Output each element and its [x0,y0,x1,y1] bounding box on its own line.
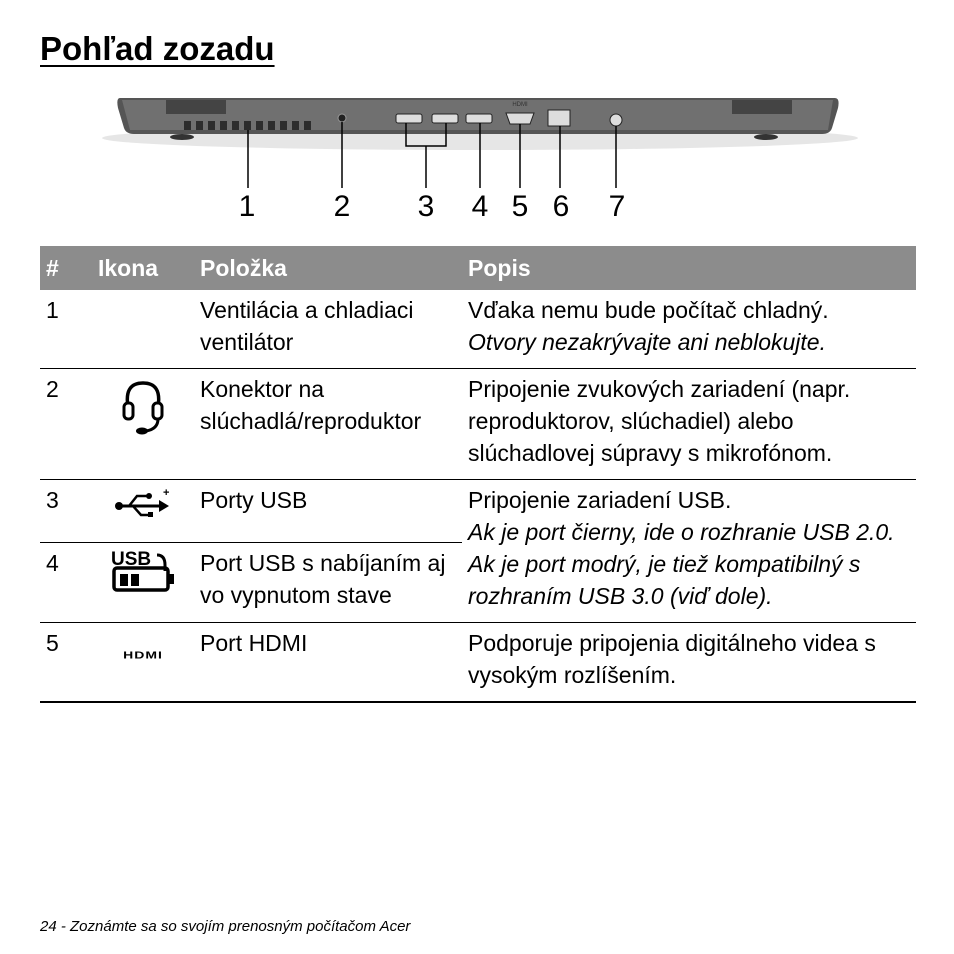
table-row [40,369,916,480]
callout-5: 5 [511,190,529,223]
row-desc [462,480,916,623]
usb-charge-icon [107,549,179,600]
headset-icon [118,414,168,440]
row-num: 5 [40,623,92,703]
row-icon-empty [92,290,194,369]
page-footer: 24 - Zoznámte sa so svojím prenosným počítačom Acer [40,918,411,935]
row-desc-text: Pripojenie zariadení USB. [468,487,732,513]
usb-icon [113,487,173,529]
hdmi-port-glyph: HDMI [512,102,528,108]
row-num: 4 [40,543,92,623]
row-num: 1 [40,290,92,369]
row-num: 3 [40,480,92,543]
row-desc-note: Ak je port čierny, ide o rozhranie USB 2.0. Ak je port modrý, je tiež kompatibilný s rozhraním USB 3.0 (viď dole). [468,519,895,609]
row-desc-text: Vďaka nemu bude počítač chladný. [468,297,829,323]
table-row [40,623,916,703]
callout-3: 3 [417,190,435,223]
page-title: Pohľad zozadu [40,30,275,67]
header-item: Položka [194,246,462,290]
table-header-row [40,246,916,290]
hdmi-icon [111,648,175,674]
row-item: Ventilácia a chladiaci ventilátor [194,290,462,369]
svg-text:+: + [163,487,170,499]
row-desc: Podporuje pripojenia digitálneho videa s vysokým rozlíšením. [462,623,916,703]
callout-2: 2 [333,190,351,223]
header-desc: Popis [462,246,916,290]
ports-table [40,246,916,703]
row-desc [462,290,916,369]
row-desc: Pripojenie zvukových zariadení (napr. reproduktorov, slúchadiel) alebo slúchadlovej súpravy s mikrofónom. [462,369,916,480]
header-num: # [40,246,92,290]
usb-charge-icon-label: USB [111,549,152,571]
callout-4: 4 [471,190,489,223]
header-icon: Ikona [92,246,194,290]
row-item: Konektor na slúchadlá/reproduktor [194,369,462,480]
table-row [40,290,916,369]
row-num: 2 [40,369,92,480]
callout-6: 6 [552,190,570,223]
row-item: Port USB s nabíjaním aj vo vypnutom stave [194,543,462,623]
callout-1: 1 [238,190,256,223]
row-item: Porty USB [194,480,462,543]
row-desc-note: Otvory nezakrývajte ani neblokujte. [468,329,826,355]
hdmi-icon-label: HDMI [123,649,163,662]
row-item: Port HDMI [194,623,462,703]
callout-7: 7 [608,190,626,223]
table-row [40,480,916,543]
